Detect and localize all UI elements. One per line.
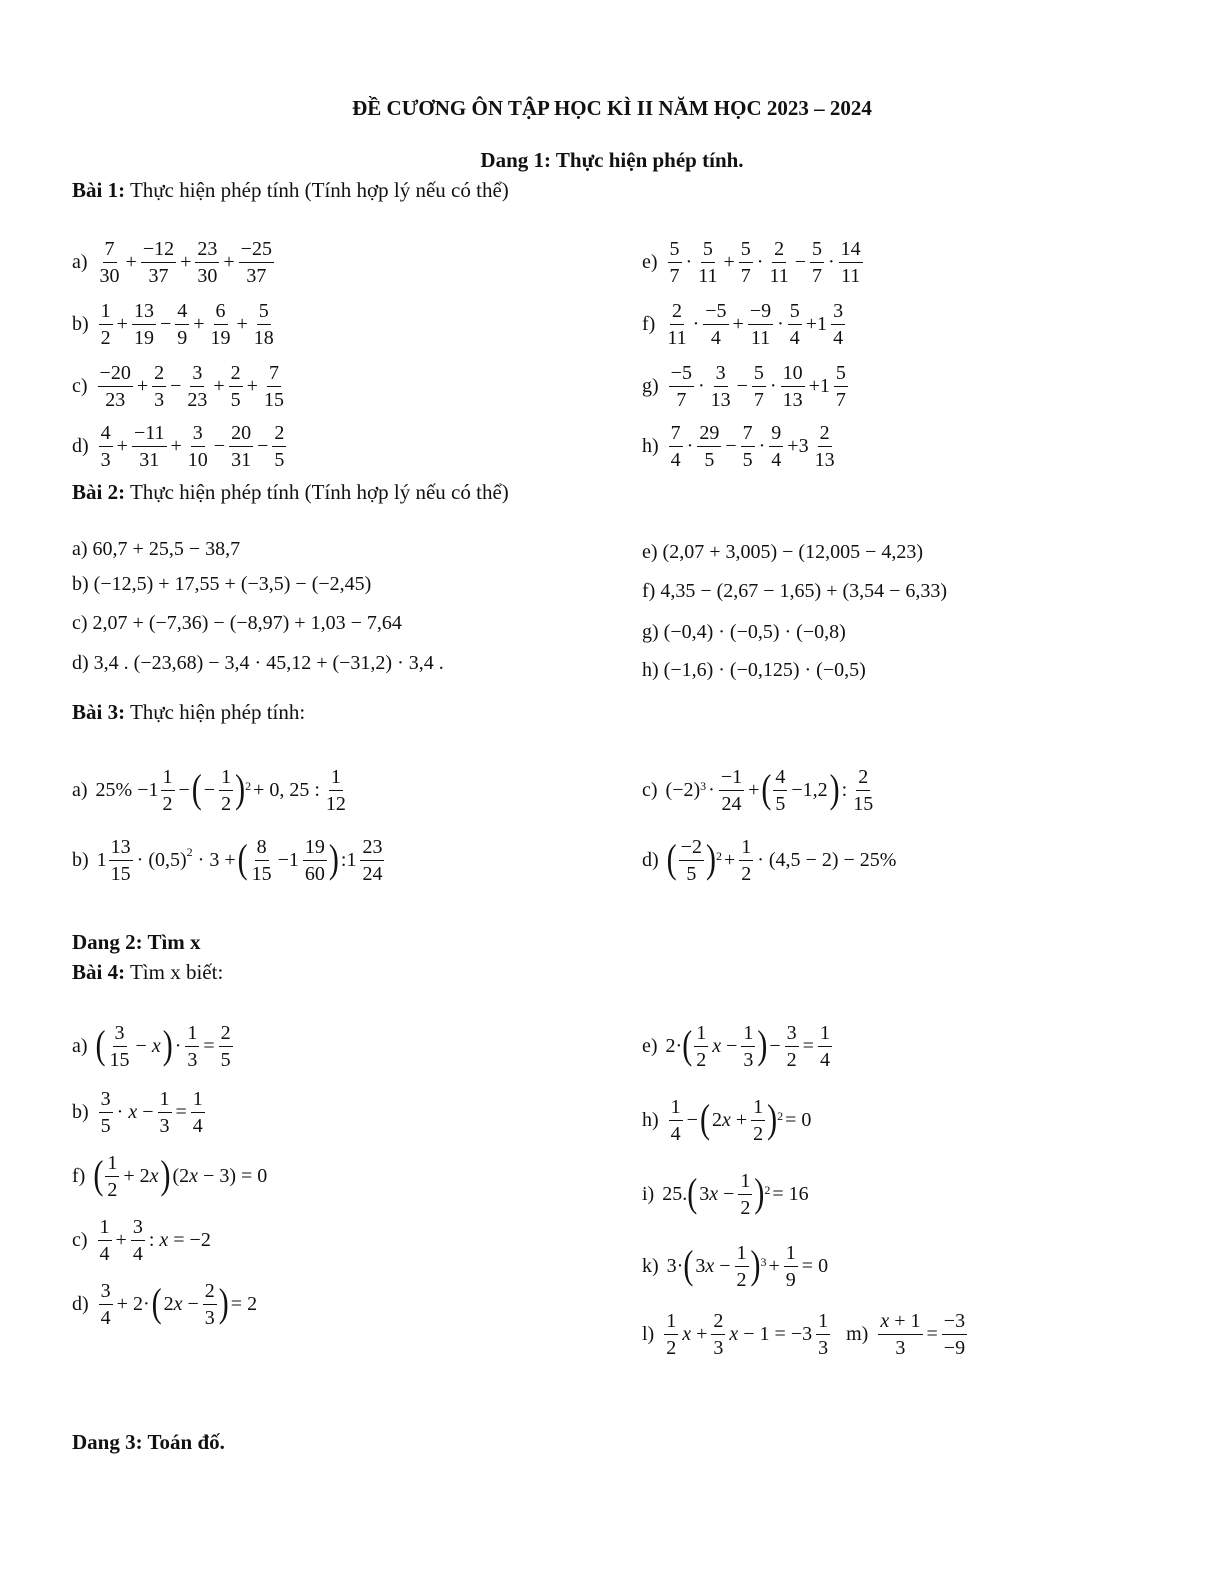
bai1-item-h: h) 7 4 · 29 5 − $\frac{7}{5}$ · 9 4 +3 2 13 <box>642 421 835 471</box>
bai4-item-c: c) 1 4 + $\frac{3}{4}$ : x = −2 <box>72 1215 211 1265</box>
bai2-item-b: b) (−12,5) + 17,55 + (−3,5) − (−2,45) <box>72 573 372 595</box>
section-heading-dang1: Dang 1: Thực hiện phép tính. <box>480 148 744 172</box>
bai2-text: Thực hiện phép tính (Tính hợp lý nếu có thể) <box>125 480 509 504</box>
bai1-item-a: a) 7 30 + $\frac{-12}{37}$ + $\frac{23}{30}$ + $\frac{-25}{37}$ <box>72 237 272 287</box>
section-heading-dang2: Dang 2: Tìm x <box>72 930 201 954</box>
bai3-item-b: b) 1 13 15 · $(0,5)^2 \cdot 3$ + ( 8 15 −1 19 60 ) :1 23 24 <box>72 835 383 885</box>
bai4-item-h: h) 1 4 − ( 2x + $\frac{1}{2}$ ) $^2$ = 0 <box>642 1095 812 1145</box>
page-title: ĐỀ CƯƠNG ÔN TẬP HỌC KÌ II NĂM HỌC 2023 – 2024 <box>352 96 872 120</box>
bai4-item-f: f) ( 1 2 + 2x ) (2x − 3) = 0 <box>72 1151 268 1201</box>
bai3-label: Bài 3: <box>72 700 126 724</box>
bai1-item-d: d) 4 3 + $\frac{-11}{31}$ + $\frac{3}{10}$ − $\frac{20}{31}$ − $\frac{2}{5}$ <box>72 421 285 471</box>
bai3-heading <box>72 700 305 725</box>
bai4-item-e: e) 2· ( 1 2 x − $\frac{1}{3}$ ) − $\frac{3}{2}$ = $\frac{1}{4}$ <box>642 1021 830 1071</box>
bai4-item-i: i) 25. ( 3x − $\frac{1}{2}$ ) $^2$ = 16 <box>642 1169 809 1219</box>
bai2-item-e: e) (2,07 + 3,005) − (12,005 − 4,23) <box>642 541 924 563</box>
bai1-item-b: b) 1 2 + $\frac{13}{19}$ − $\frac{4}{9}$ + $\frac{6}{19}$ + $\frac{5}{18}$ <box>72 299 274 349</box>
bai4-item-b: b) 3 5 · x − $\frac{1}{3}$ = $\frac{1}{4}$ <box>72 1087 203 1137</box>
bai4-item-a: a) ( 3 15 − x ) · $\frac{1}{3}$ = $\frac{2}{5}$ <box>72 1021 231 1071</box>
bai1-heading <box>72 178 509 203</box>
bai2-item-g: g) (−0,4) · (−0,5) · (−0,8) <box>642 621 846 643</box>
bai1-item-f: f) 2 11 · −5 4 + $\frac{-9}{11}$ · 5 4 +1 3 4 <box>642 299 844 349</box>
bai1-item-g: g) −5 7 · 3 13 − $\frac{5}{7}$ · 10 13 +1 5 7 <box>642 361 846 411</box>
bai4-text: Tìm x biết: <box>125 960 224 984</box>
bai1-item-e: e) 5 7 · 5 11 + $\frac{5}{7}$ · 2 11 − $\frac{5}{7}$ · 14 11 <box>642 237 861 287</box>
bai3-item-c: c) (−2) $^3$ · −1 24 + ( 4 5 −1,2 ) : 2 15 <box>642 765 874 815</box>
bai4-item-k: k) 3· ( 3x − $\frac{1}{2}$ ) $^3$ + $\frac{1}{9}$ = 0 <box>642 1241 829 1291</box>
bai4-heading <box>72 960 223 985</box>
bai2-label: Bài 2: <box>72 480 126 504</box>
bai1-item-c: c) −20 23 + $\frac{2}{3}$ − $\frac{3}{23}$ + $\frac{2}{5}$ + $\frac{7}{15}$ <box>72 361 284 411</box>
bai4-label: Bài 4: <box>72 960 126 984</box>
bai2-item-h: h) (−1,6) · (−0,125) · (−0,5) <box>642 659 866 681</box>
bai4-item-d: d) 3 4 + 2· ( 2x − $\frac{2}{3}$ ) = 2 <box>72 1279 258 1329</box>
bai2-heading <box>72 480 509 505</box>
bai1-label: Bài 1: <box>72 178 126 202</box>
bai2-item-f: f) 4,35 − (2,67 − 1,65) + (3,54 − 6,33) <box>642 580 948 602</box>
bai3-text: Thực hiện phép tính: <box>125 700 306 724</box>
bai2-item-d: d) 3,4 . (−23,68) − 3,4 · 45,12 + (−31,2) · 3,4 . <box>72 652 444 674</box>
bai3-item-a: a) 25% −1 1 2 − ( − $\frac{1}{2}$ ) $^2$ + 0, 25 : 1 12 <box>72 765 346 815</box>
section-heading-dang3: Dang 3: Toán đố. <box>72 1430 225 1454</box>
bai4-item-l-m: l) 1 2 x + $\frac{2}{3}$ x − 1 = −3 1 3 m) $\frac{x + 1}{3}$ = $\frac{-3}{-9}$ <box>642 1309 966 1359</box>
bai3-item-d: d) ( −2 5 ) $^2$ + $\frac{1}{2}$ · (4,5 − 2) − 25% <box>642 835 897 885</box>
bai2-item-a: a) 60,7 + 25,5 − 38,7 <box>72 538 241 560</box>
bai1-text: Thực hiện phép tính (Tính hợp lý nếu có thể) <box>125 178 509 202</box>
bai2-item-c: c) 2,07 + (−7,36) − (−8,97) + 1,03 − 7,64 <box>72 612 402 634</box>
